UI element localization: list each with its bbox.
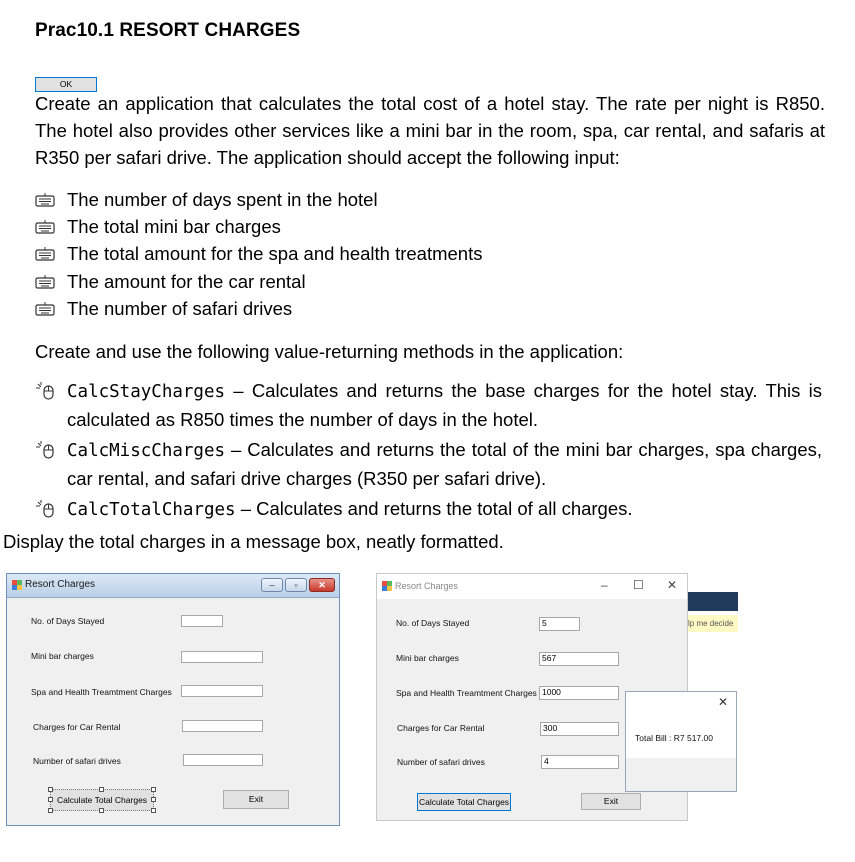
app-icon — [382, 581, 392, 591]
method-name: CalcStayCharges — [67, 382, 226, 402]
list-item — [35, 495, 822, 524]
list-item — [35, 436, 822, 492]
exit-button[interactable]: Exit — [581, 793, 641, 810]
window-title: Resort Charges — [395, 581, 459, 591]
minibar-label: Mini bar charges — [396, 653, 459, 663]
document-title: Prac10.1 RESORT CHARGES — [35, 20, 301, 41]
message-box — [625, 691, 737, 792]
ok-button[interactable]: OK — [35, 77, 97, 92]
minimize-button[interactable] — [261, 578, 283, 592]
car-input[interactable]: 300 — [540, 722, 619, 736]
keyboard-icon — [35, 192, 55, 207]
keyboard-icon — [35, 246, 55, 261]
car-label: Charges for Car Rental — [397, 723, 485, 733]
maximize-icon: ▫ — [294, 580, 298, 590]
car-label: Charges for Car Rental — [33, 722, 121, 732]
maximize-button[interactable] — [285, 578, 307, 592]
calculate-button[interactable]: Calculate Total Charges — [50, 789, 154, 811]
minimize-icon: – — [269, 580, 275, 590]
method-name: CalcTotalCharges — [67, 500, 236, 520]
list-item — [35, 268, 482, 295]
car-input[interactable] — [182, 720, 263, 732]
days-input[interactable] — [181, 615, 223, 627]
close-button[interactable] — [309, 578, 335, 592]
list-item-text: The amount for the car rental — [67, 270, 306, 292]
background-app-bar — [688, 592, 738, 611]
close-icon[interactable]: ✕ — [667, 578, 678, 592]
selection-handle[interactable] — [151, 808, 156, 813]
spa-input[interactable]: 1000 — [539, 686, 619, 700]
input-list — [35, 186, 482, 322]
method-name: CalcMiscCharges — [67, 441, 226, 461]
keyboard-icon — [35, 274, 55, 289]
selection-handle[interactable] — [48, 797, 53, 802]
selection-handle[interactable] — [99, 787, 104, 792]
list-item-text: The number of days spent in the hotel — [67, 189, 378, 210]
design-window — [6, 573, 340, 826]
intro-paragraph: Create an application that calculates the total cost of a hotel stay. The rate per night is R850. The hotel also provides other services like a mini bar in the room, spa, car rental, and safaris at R350 per safari drive. The application should accept the following input: — [35, 93, 825, 168]
method-desc: – Calculates and returns the base charges for the hotel stay. This is calculated as R850 times the number of days in the hotel. — [67, 380, 822, 430]
close-icon[interactable]: ✕ — [717, 695, 728, 709]
selection-handle[interactable] — [48, 808, 53, 813]
method-desc: – Calculates and returns the total of all charges. — [235, 498, 633, 519]
display-instruction: Display the total charges in a message box, neatly formatted. — [3, 531, 504, 552]
list-item — [35, 213, 482, 240]
list-item-text: The total mini bar charges — [67, 216, 281, 238]
list-item — [35, 295, 482, 322]
method-list — [35, 377, 822, 527]
minibar-input[interactable]: 567 — [539, 652, 619, 666]
safari-input[interactable]: 4 — [541, 755, 619, 769]
list-item — [35, 377, 822, 433]
keyboard-icon — [35, 301, 55, 316]
spa-input[interactable] — [181, 685, 263, 697]
minibar-label: Mini bar charges — [31, 651, 94, 661]
selection-handle[interactable] — [151, 787, 156, 792]
background-hint: lp me decide — [688, 615, 738, 632]
maximize-icon[interactable]: ☐ — [633, 578, 644, 592]
close-icon: ✕ — [318, 580, 326, 590]
window-title: Resort Charges — [25, 579, 96, 590]
spa-label: Spa and Health Treamtment Charges — [31, 687, 172, 697]
selection-handle[interactable] — [48, 787, 53, 792]
list-item-text: The number of safari drives — [67, 297, 293, 319]
days-input[interactable]: 5 — [539, 617, 580, 631]
method-desc: – Calculates and returns the total of the mini bar charges, spa charges, car rental, and safari drive charges (R350 per safari drive). — [67, 439, 822, 489]
window-titlebar — [377, 574, 687, 599]
list-item-text: The total amount for the spa and health treatments — [67, 243, 483, 265]
safari-input[interactable] — [183, 754, 263, 766]
selection-handle[interactable] — [99, 808, 104, 813]
exit-button[interactable]: Exit — [223, 790, 289, 809]
safari-label: Number of safari drives — [33, 756, 121, 766]
safari-label: Number of safari drives — [397, 757, 485, 767]
minimize-icon[interactable]: – — [601, 578, 608, 592]
list-item — [35, 186, 482, 213]
days-label: No. of Days Stayed — [396, 618, 470, 628]
mouse-pointer-icon — [35, 381, 57, 401]
spa-label: Spa and Health Treamtment Charges — [396, 688, 537, 698]
keyboard-icon — [35, 219, 55, 234]
message-text: Total Bill : R7 517.00 — [635, 733, 713, 743]
calculate-button[interactable]: Calculate Total Charges — [417, 793, 511, 811]
minibar-input[interactable] — [181, 651, 263, 663]
selection-handle[interactable] — [151, 797, 156, 802]
app-icon — [12, 580, 22, 590]
message-box-footer — [626, 758, 736, 791]
methods-intro: Create and use the following value-returning methods in the application: — [35, 341, 624, 362]
days-label: No. of Days Stayed — [31, 616, 105, 626]
list-item — [35, 240, 482, 267]
window-titlebar — [7, 574, 339, 598]
mouse-pointer-icon — [35, 499, 57, 519]
mouse-pointer-icon — [35, 440, 57, 460]
